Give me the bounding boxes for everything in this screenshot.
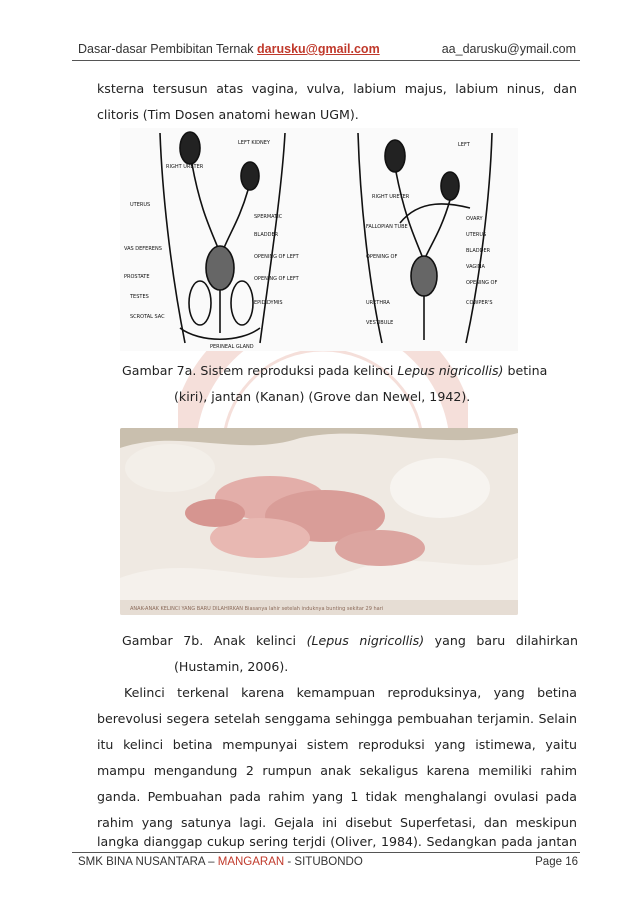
svg-text:VAGINA: VAGINA [466,264,485,270]
svg-text:VAS DEFERENS: VAS DEFERENS [124,246,162,252]
svg-text:PROSTATE: PROSTATE [124,274,150,280]
reproductive-system-diagram [120,128,518,351]
body-line-3: itu kelinci betina mempunyai sistem reproduksi yang istimewa, yaitu [97,737,577,752]
header-title: Dasar-dasar Pembibitan Ternak [78,42,254,56]
figure-7a-caption-line-2: (kiri), jantan (Kanan) (Grove dan Newel, 1942). [174,389,471,404]
photo-caption-strip: ANAK-ANAK KELINCI YANG BARU DILAHIRKAN Biasanya lahir setelah induknya bunting sekitar 29 hari [130,606,384,612]
header-email-right: aa_darusku@ymail.com [441,42,576,56]
figure-7b-caption-line-1: Gambar 7b. Anak kelinci (Lepus nigricollis) yang baru dilahirkan [122,633,578,648]
body-line-2: berevolusi segera setelah senggama sehingga pembuahan terjamin. Selain [97,711,577,726]
species-name: Lepus nigricollis) [397,363,504,378]
svg-text:RIGHT URETER: RIGHT URETER [166,164,204,170]
svg-text:LEFT: LEFT [458,142,470,148]
svg-text:COWPER'S: COWPER'S [466,300,493,306]
figure-7b-caption [122,628,578,680]
header-divider [72,60,580,61]
svg-text:UTERUS: UTERUS [130,202,151,208]
svg-text:UTERUS: UTERUS [466,232,487,238]
svg-text:BLADDER: BLADDER [254,232,279,238]
body-line-5: ganda. Pembuahan pada rahim yang 1 tidak menghalangi ovulasi pada [97,789,577,804]
figure-7b-caption-line-2: (Hustamin, 2006). [174,659,289,674]
intro-line-2: clitoris (Tim Dosen anatomi hewan UGM). [97,107,359,122]
body-line-1: Kelinci terkenal karena kemampuan reproduksinya, yang betina [124,685,577,700]
footer-divider [72,852,580,853]
svg-text:OPENING OF: OPENING OF [366,254,398,260]
intro-line-1: ksterna tersusun atas vagina, vulva, labium majus, labium ninus, dan [97,81,577,96]
svg-text:SPERMATIC: SPERMATIC [254,214,283,220]
svg-text:BLADDER: BLADDER [466,248,491,254]
svg-text:OPENING OF: OPENING OF [466,280,498,286]
svg-text:VESTIBULE: VESTIBULE [366,320,394,326]
footer-school: SMK BINA NUSANTARA – MANGARAN - SITUBONDO [78,856,363,868]
body-line-6: rahim yang satunya lagi. Gejala ini disebut Superfetasi, dan meskipun [97,815,577,830]
svg-text:URETHRA: URETHRA [366,300,390,306]
figure-7a-caption-line-1: Gambar 7a. Sistem reproduksi pada kelinci Lepus nigricollis) betina [122,363,548,378]
svg-text:EPIDIDYMIS: EPIDIDYMIS [254,300,283,306]
svg-text:PERINEAL GLAND: PERINEAL GLAND [210,344,254,350]
body-line-4: mampu mengandung 2 rumpun anak sekaligus karena memiliki rahim [97,763,577,778]
header-email-link[interactable]: darusku@gmail.com [257,42,380,56]
newborn-rabbits-photo [120,428,518,615]
svg-text:TESTES: TESTES [130,294,149,300]
header-left [78,42,380,56]
svg-text:LEFT KIDNEY: LEFT KIDNEY [238,140,270,146]
species-name-2: (Lepus nigricollis) [306,633,425,648]
page-number: Page 16 [535,856,578,868]
body-line-7: langka dianggap cukup sering terjdi (Oliver, 1984). Sedangkan pada jantan [97,834,577,849]
svg-text:OPENING OF LEFT: OPENING OF LEFT [254,254,299,260]
svg-text:RIGHT URETER: RIGHT URETER [372,194,410,200]
svg-text:OPENING OF LEFT: OPENING OF LEFT [254,276,299,282]
svg-text:FALLOPIAN TUBE: FALLOPIAN TUBE [366,224,408,230]
rabbit-photo-illustration [120,428,518,615]
figure-7a-caption [122,358,578,410]
svg-text:SCROTAL SAC: SCROTAL SAC [130,314,165,320]
svg-text:OVARY: OVARY [466,216,483,222]
